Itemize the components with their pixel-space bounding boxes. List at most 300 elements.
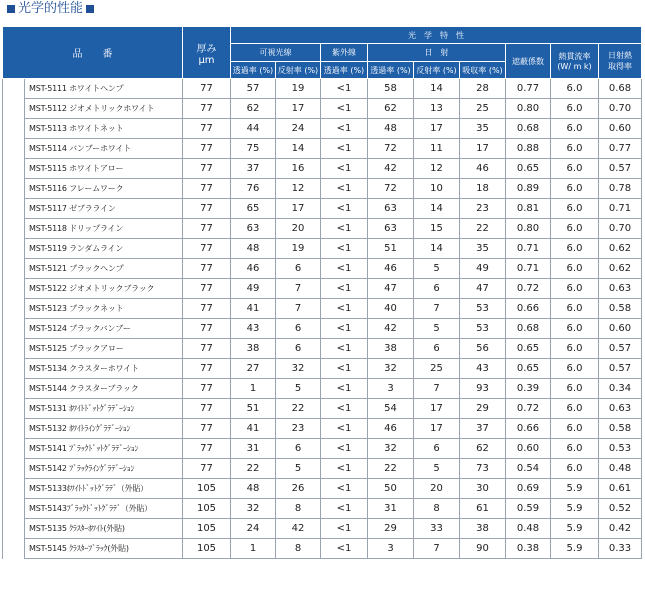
u-value-cell: 6.0 [551, 419, 599, 439]
solar-heat-gain-cell: 0.60 [599, 319, 642, 339]
solar-transmittance-cell: 50 [368, 479, 414, 499]
shading-coefficient-cell: 0.72 [506, 399, 551, 419]
visible-transmittance-cell: 41 [231, 419, 276, 439]
visible-reflectance-cell: 8 [276, 539, 321, 559]
shading-coefficient-cell: 0.77 [506, 79, 551, 99]
section-title [4, 0, 97, 18]
u-value-cell: 6.0 [551, 459, 599, 479]
visible-reflectance-cell: 26 [276, 479, 321, 499]
visible-reflectance-cell: 19 [276, 239, 321, 259]
solar-heat-gain-cell: 0.52 [599, 499, 642, 519]
visible-transmittance-cell: 46 [231, 259, 276, 279]
solar-reflectance-cell: 7 [414, 539, 460, 559]
solar-transmittance-cell: 22 [368, 459, 414, 479]
u-value-cell: 6.0 [551, 239, 599, 259]
visible-reflectance-cell: 5 [276, 379, 321, 399]
uv-transmittance-cell: <1 [321, 439, 368, 459]
solar-reflectance-cell: 6 [414, 439, 460, 459]
solar-absorptance-cell: 53 [460, 299, 506, 319]
visible-transmittance-cell: 24 [231, 519, 276, 539]
thickness-cell: 77 [183, 239, 231, 259]
square-bullet-icon [7, 5, 15, 13]
u-value-cell: 6.0 [551, 279, 599, 299]
solar-reflectance-cell: 6 [414, 339, 460, 359]
row-spacer [3, 419, 25, 439]
solar-reflectance-cell: 17 [414, 419, 460, 439]
product-name-cell: MST-5111 ホワイトヘンプ [25, 79, 183, 99]
visible-reflectance-cell: 8 [276, 499, 321, 519]
row-spacer [3, 119, 25, 139]
solar-transmittance-cell: 63 [368, 219, 414, 239]
visible-transmittance-cell: 27 [231, 359, 276, 379]
header-atsumi [183, 27, 231, 79]
solar-reflectance-cell: 12 [414, 159, 460, 179]
visible-reflectance-cell: 20 [276, 219, 321, 239]
product-name-cell: MST-5114 バンブーホワイト [25, 139, 183, 159]
thickness-cell: 77 [183, 299, 231, 319]
visible-transmittance-cell: 32 [231, 499, 276, 519]
uv-transmittance-cell: <1 [321, 279, 368, 299]
row-spacer [3, 499, 25, 519]
uv-transmittance-cell: <1 [321, 539, 368, 559]
u-value-cell: 6.0 [551, 159, 599, 179]
shading-coefficient-cell: 0.38 [506, 539, 551, 559]
thickness-cell: 77 [183, 399, 231, 419]
solar-heat-gain-cell: 0.34 [599, 379, 642, 399]
solar-transmittance-cell: 31 [368, 499, 414, 519]
solar-absorptance-cell: 25 [460, 99, 506, 119]
u-value-cell: 6.0 [551, 399, 599, 419]
table-row [3, 179, 642, 199]
solar-absorptance-cell: 23 [460, 199, 506, 219]
solar-reflectance-cell: 5 [414, 319, 460, 339]
shading-coefficient-cell: 0.68 [506, 319, 551, 339]
table-row [3, 239, 642, 259]
visible-transmittance-cell: 37 [231, 159, 276, 179]
solar-reflectance-cell: 10 [414, 179, 460, 199]
table-row [3, 139, 642, 159]
uv-transmittance-cell: <1 [321, 519, 368, 539]
visible-reflectance-cell: 17 [276, 99, 321, 119]
solar-reflectance-cell: 7 [414, 379, 460, 399]
shading-coefficient-cell: 0.65 [506, 339, 551, 359]
thickness-cell: 77 [183, 459, 231, 479]
product-name-cell: MST-5122 ジオメトリックブラック [25, 279, 183, 299]
u-value-cell: 6.0 [551, 79, 599, 99]
solar-transmittance-cell: 51 [368, 239, 414, 259]
table-row [3, 79, 642, 99]
u-value-cell: 5.9 [551, 479, 599, 499]
solar-absorptance-cell: 22 [460, 219, 506, 239]
uv-transmittance-cell: <1 [321, 199, 368, 219]
solar-absorptance-cell: 37 [460, 419, 506, 439]
solar-absorptance-cell: 38 [460, 519, 506, 539]
shading-coefficient-cell: 0.59 [506, 499, 551, 519]
table-row [3, 199, 642, 219]
visible-transmittance-cell: 31 [231, 439, 276, 459]
visible-transmittance-cell: 48 [231, 239, 276, 259]
solar-reflectance-cell: 15 [414, 219, 460, 239]
solar-heat-gain-cell: 0.71 [599, 199, 642, 219]
solar-transmittance-cell: 72 [368, 139, 414, 159]
solar-absorptance-cell: 47 [460, 279, 506, 299]
solar-reflectance-cell: 17 [414, 119, 460, 139]
product-name-cell: MST-5115 ホワイトアロー [25, 159, 183, 179]
product-name-cell: MST-5125 ブラックアロー [25, 339, 183, 359]
table-row [3, 279, 642, 299]
table-row [3, 499, 642, 519]
thickness-cell: 77 [183, 199, 231, 219]
thickness-cell: 77 [183, 439, 231, 459]
row-spacer [3, 379, 25, 399]
uv-transmittance-cell: <1 [321, 299, 368, 319]
thickness-cell: 77 [183, 79, 231, 99]
thickness-cell: 77 [183, 279, 231, 299]
solar-reflectance-cell: 17 [414, 399, 460, 419]
visible-reflectance-cell: 22 [276, 399, 321, 419]
table-row [3, 99, 642, 119]
visible-reflectance-cell: 6 [276, 339, 321, 359]
thickness-cell: 105 [183, 499, 231, 519]
product-name-cell: MST-5133ﾎﾜｲﾄﾄﾞｯﾄｸﾞﾗﾃﾞ（外貼） [25, 479, 183, 499]
solar-heat-gain-cell: 0.63 [599, 399, 642, 419]
shading-coefficient-cell: 0.65 [506, 359, 551, 379]
thickness-cell: 77 [183, 179, 231, 199]
solar-heat-gain-cell: 0.60 [599, 119, 642, 139]
row-spacer [3, 539, 25, 559]
solar-reflectance-cell: 7 [414, 299, 460, 319]
visible-transmittance-cell: 75 [231, 139, 276, 159]
row-spacer [3, 159, 25, 179]
header-nissha-t: 透過率 (%) [368, 62, 414, 79]
table-row [3, 399, 642, 419]
u-value-cell: 6.0 [551, 379, 599, 399]
solar-heat-gain-cell: 0.70 [599, 219, 642, 239]
shading-coefficient-cell: 0.88 [506, 139, 551, 159]
solar-transmittance-cell: 46 [368, 259, 414, 279]
row-spacer [3, 519, 25, 539]
solar-heat-gain-cell: 0.58 [599, 419, 642, 439]
header-netsu-unit: (W/ m k) [557, 62, 592, 71]
thickness-cell: 105 [183, 519, 231, 539]
product-name-cell: MST-5142 ﾌﾞﾗｯｸﾗｲﾝｸﾞﾗﾃﾞｰｼｮﾝ [25, 459, 183, 479]
shading-coefficient-cell: 0.66 [506, 299, 551, 319]
solar-transmittance-cell: 32 [368, 359, 414, 379]
visible-reflectance-cell: 23 [276, 419, 321, 439]
solar-transmittance-cell: 63 [368, 199, 414, 219]
shading-coefficient-cell: 0.54 [506, 459, 551, 479]
header-shigai-t: 透過率 (%) [321, 62, 368, 79]
uv-transmittance-cell: <1 [321, 259, 368, 279]
solar-absorptance-cell: 61 [460, 499, 506, 519]
uv-transmittance-cell: <1 [321, 499, 368, 519]
solar-absorptance-cell: 35 [460, 119, 506, 139]
uv-transmittance-cell: <1 [321, 99, 368, 119]
table-row [3, 359, 642, 379]
u-value-cell: 6.0 [551, 299, 599, 319]
visible-reflectance-cell: 16 [276, 159, 321, 179]
solar-heat-gain-cell: 0.62 [599, 259, 642, 279]
header-nissha-ritsu [599, 44, 642, 79]
thickness-cell: 77 [183, 159, 231, 179]
solar-transmittance-cell: 42 [368, 159, 414, 179]
product-name-cell: MST-5132 ﾎﾜｲﾄﾗｲﾝｸﾞﾗﾃﾞｰｼｮﾝ [25, 419, 183, 439]
u-value-cell: 6.0 [551, 259, 599, 279]
solar-reflectance-cell: 6 [414, 279, 460, 299]
solar-transmittance-cell: 3 [368, 379, 414, 399]
solar-heat-gain-cell: 0.70 [599, 99, 642, 119]
uv-transmittance-cell: <1 [321, 239, 368, 259]
visible-reflectance-cell: 42 [276, 519, 321, 539]
table-row [3, 479, 642, 499]
square-bullet-icon [86, 5, 94, 13]
solar-transmittance-cell: 62 [368, 99, 414, 119]
table-body [3, 79, 642, 559]
shading-coefficient-cell: 0.80 [506, 219, 551, 239]
row-spacer [3, 399, 25, 419]
header-kogaku: 光 学 特 性 [231, 27, 642, 44]
visible-transmittance-cell: 38 [231, 339, 276, 359]
header-nissha-r: 反射率 (%) [414, 62, 460, 79]
solar-absorptance-cell: 17 [460, 139, 506, 159]
u-value-cell: 6.0 [551, 179, 599, 199]
solar-heat-gain-cell: 0.68 [599, 79, 642, 99]
visible-transmittance-cell: 22 [231, 459, 276, 479]
visible-reflectance-cell: 5 [276, 459, 321, 479]
u-value-cell: 6.0 [551, 219, 599, 239]
row-spacer [3, 219, 25, 239]
visible-reflectance-cell: 24 [276, 119, 321, 139]
shading-coefficient-cell: 0.81 [506, 199, 551, 219]
header-kashi-r: 反射率 (%) [276, 62, 321, 79]
u-value-cell: 6.0 [551, 359, 599, 379]
section-title-text: 光学的性能 [18, 1, 84, 16]
row-spacer [3, 259, 25, 279]
solar-transmittance-cell: 29 [368, 519, 414, 539]
product-name-cell: MST-5134 クラスターホワイト [25, 359, 183, 379]
solar-absorptance-cell: 90 [460, 539, 506, 559]
header-shigai: 紫外線 [321, 44, 368, 62]
solar-transmittance-cell: 58 [368, 79, 414, 99]
row-spacer [3, 279, 25, 299]
visible-reflectance-cell: 7 [276, 279, 321, 299]
shading-coefficient-cell: 0.48 [506, 519, 551, 539]
product-name-cell: MST-5135 ｸﾗｽﾀｰﾎﾜｲﾄ(外貼) [25, 519, 183, 539]
solar-reflectance-cell: 14 [414, 79, 460, 99]
table-row [3, 339, 642, 359]
table-row [3, 419, 642, 439]
shading-coefficient-cell: 0.39 [506, 379, 551, 399]
visible-transmittance-cell: 44 [231, 119, 276, 139]
visible-transmittance-cell: 76 [231, 179, 276, 199]
solar-heat-gain-cell: 0.57 [599, 159, 642, 179]
header-nissha-a: 吸収率 (%) [460, 62, 506, 79]
u-value-cell: 5.9 [551, 539, 599, 559]
header-atsumi-label: 厚み [196, 43, 217, 55]
shading-coefficient-cell: 0.66 [506, 419, 551, 439]
product-name-cell: MST-5144 クラスターブラック [25, 379, 183, 399]
solar-heat-gain-cell: 0.61 [599, 479, 642, 499]
solar-reflectance-cell: 20 [414, 479, 460, 499]
solar-transmittance-cell: 47 [368, 279, 414, 299]
u-value-cell: 5.9 [551, 519, 599, 539]
solar-reflectance-cell: 5 [414, 259, 460, 279]
solar-reflectance-cell: 33 [414, 519, 460, 539]
solar-heat-gain-cell: 0.57 [599, 339, 642, 359]
u-value-cell: 6.0 [551, 339, 599, 359]
solar-reflectance-cell: 8 [414, 499, 460, 519]
product-name-cell: MST-5112 ジオメトリックホワイト [25, 99, 183, 119]
solar-absorptance-cell: 56 [460, 339, 506, 359]
visible-transmittance-cell: 48 [231, 479, 276, 499]
uv-transmittance-cell: <1 [321, 119, 368, 139]
solar-transmittance-cell: 54 [368, 399, 414, 419]
u-value-cell: 6.0 [551, 99, 599, 119]
shading-coefficient-cell: 0.68 [506, 119, 551, 139]
table-row [3, 379, 642, 399]
thickness-cell: 77 [183, 379, 231, 399]
solar-transmittance-cell: 42 [368, 319, 414, 339]
table-row [3, 539, 642, 559]
solar-heat-gain-cell: 0.78 [599, 179, 642, 199]
uv-transmittance-cell: <1 [321, 319, 368, 339]
table-row [3, 119, 642, 139]
shading-coefficient-cell: 0.71 [506, 259, 551, 279]
row-spacer [3, 319, 25, 339]
header-kashi-t: 透過率 (%) [231, 62, 276, 79]
shading-coefficient-cell: 0.89 [506, 179, 551, 199]
solar-absorptance-cell: 49 [460, 259, 506, 279]
header-atsumi-unit: μm [198, 54, 215, 66]
header-netsu-label: 熱貫流率 [558, 52, 591, 61]
product-name-cell: MST-5143ﾌﾞﾗｯｸﾄﾞｯﾄｸﾞﾗﾃﾞ（外貼） [25, 499, 183, 519]
thickness-cell: 77 [183, 219, 231, 239]
solar-heat-gain-cell: 0.53 [599, 439, 642, 459]
solar-absorptance-cell: 43 [460, 359, 506, 379]
solar-absorptance-cell: 93 [460, 379, 506, 399]
solar-heat-gain-cell: 0.63 [599, 279, 642, 299]
solar-absorptance-cell: 73 [460, 459, 506, 479]
solar-transmittance-cell: 46 [368, 419, 414, 439]
row-spacer [3, 299, 25, 319]
table-row [3, 159, 642, 179]
shading-coefficient-cell: 0.65 [506, 159, 551, 179]
solar-heat-gain-cell: 0.57 [599, 359, 642, 379]
thickness-cell: 77 [183, 419, 231, 439]
visible-reflectance-cell: 17 [276, 199, 321, 219]
product-name-cell: MST-5124 ブラックバンブー [25, 319, 183, 339]
thickness-cell: 77 [183, 119, 231, 139]
u-value-cell: 5.9 [551, 499, 599, 519]
solar-absorptance-cell: 18 [460, 179, 506, 199]
product-name-cell: MST-5145 ｸﾗｽﾀｰﾌﾞﾗｯｸ(外貼) [25, 539, 183, 559]
visible-reflectance-cell: 19 [276, 79, 321, 99]
uv-transmittance-cell: <1 [321, 379, 368, 399]
uv-transmittance-cell: <1 [321, 459, 368, 479]
visible-transmittance-cell: 65 [231, 199, 276, 219]
product-name-cell: MST-5118 ドリップライン [25, 219, 183, 239]
solar-transmittance-cell: 32 [368, 439, 414, 459]
table-row [3, 259, 642, 279]
uv-transmittance-cell: <1 [321, 139, 368, 159]
thickness-cell: 77 [183, 139, 231, 159]
row-spacer [3, 199, 25, 219]
visible-reflectance-cell: 6 [276, 319, 321, 339]
visible-transmittance-cell: 63 [231, 219, 276, 239]
optical-performance-table [2, 26, 642, 559]
solar-absorptance-cell: 28 [460, 79, 506, 99]
uv-transmittance-cell: <1 [321, 159, 368, 179]
solar-absorptance-cell: 29 [460, 399, 506, 419]
header-hinban: 品 番 [3, 27, 183, 79]
table-row [3, 459, 642, 479]
visible-reflectance-cell: 6 [276, 439, 321, 459]
solar-heat-gain-cell: 0.48 [599, 459, 642, 479]
solar-transmittance-cell: 38 [368, 339, 414, 359]
solar-absorptance-cell: 62 [460, 439, 506, 459]
solar-reflectance-cell: 11 [414, 139, 460, 159]
visible-reflectance-cell: 14 [276, 139, 321, 159]
table-row [3, 219, 642, 239]
header-nissha-ritsu-1: 日射熱 [608, 51, 633, 60]
visible-reflectance-cell: 12 [276, 179, 321, 199]
thickness-cell: 77 [183, 359, 231, 379]
solar-absorptance-cell: 46 [460, 159, 506, 179]
thickness-cell: 77 [183, 339, 231, 359]
product-name-cell: MST-5131 ﾎﾜｲﾄﾄﾞｯﾄｸﾞﾗﾃﾞｰｼｮﾝ [25, 399, 183, 419]
visible-reflectance-cell: 6 [276, 259, 321, 279]
solar-heat-gain-cell: 0.62 [599, 239, 642, 259]
header-kashi: 可視光線 [231, 44, 321, 62]
solar-absorptance-cell: 30 [460, 479, 506, 499]
thickness-cell: 77 [183, 99, 231, 119]
product-name-cell: MST-5141 ﾌﾞﾗｯｸﾄﾞｯﾄｸﾞﾗﾃﾞｰｼｮﾝ [25, 439, 183, 459]
thickness-cell: 77 [183, 259, 231, 279]
uv-transmittance-cell: <1 [321, 419, 368, 439]
solar-reflectance-cell: 14 [414, 239, 460, 259]
visible-transmittance-cell: 57 [231, 79, 276, 99]
visible-transmittance-cell: 1 [231, 379, 276, 399]
shading-coefficient-cell: 0.71 [506, 239, 551, 259]
solar-heat-gain-cell: 0.58 [599, 299, 642, 319]
shading-coefficient-cell: 0.72 [506, 279, 551, 299]
header-nissha: 日 射 [368, 44, 506, 62]
uv-transmittance-cell: <1 [321, 339, 368, 359]
uv-transmittance-cell: <1 [321, 399, 368, 419]
solar-reflectance-cell: 13 [414, 99, 460, 119]
shading-coefficient-cell: 0.60 [506, 439, 551, 459]
row-spacer [3, 179, 25, 199]
row-spacer [3, 339, 25, 359]
uv-transmittance-cell: <1 [321, 479, 368, 499]
thickness-cell: 77 [183, 319, 231, 339]
solar-transmittance-cell: 48 [368, 119, 414, 139]
solar-transmittance-cell: 72 [368, 179, 414, 199]
product-name-cell: MST-5119 ランダムライン [25, 239, 183, 259]
product-name-cell: MST-5117 ゼブラライン [25, 199, 183, 219]
row-spacer [3, 439, 25, 459]
table-row [3, 519, 642, 539]
thickness-cell: 105 [183, 479, 231, 499]
row-spacer [3, 99, 25, 119]
row-spacer [3, 459, 25, 479]
solar-heat-gain-cell: 0.33 [599, 539, 642, 559]
visible-reflectance-cell: 32 [276, 359, 321, 379]
product-name-cell: MST-5113 ホワイトネット [25, 119, 183, 139]
u-value-cell: 6.0 [551, 439, 599, 459]
solar-heat-gain-cell: 0.77 [599, 139, 642, 159]
solar-reflectance-cell: 14 [414, 199, 460, 219]
